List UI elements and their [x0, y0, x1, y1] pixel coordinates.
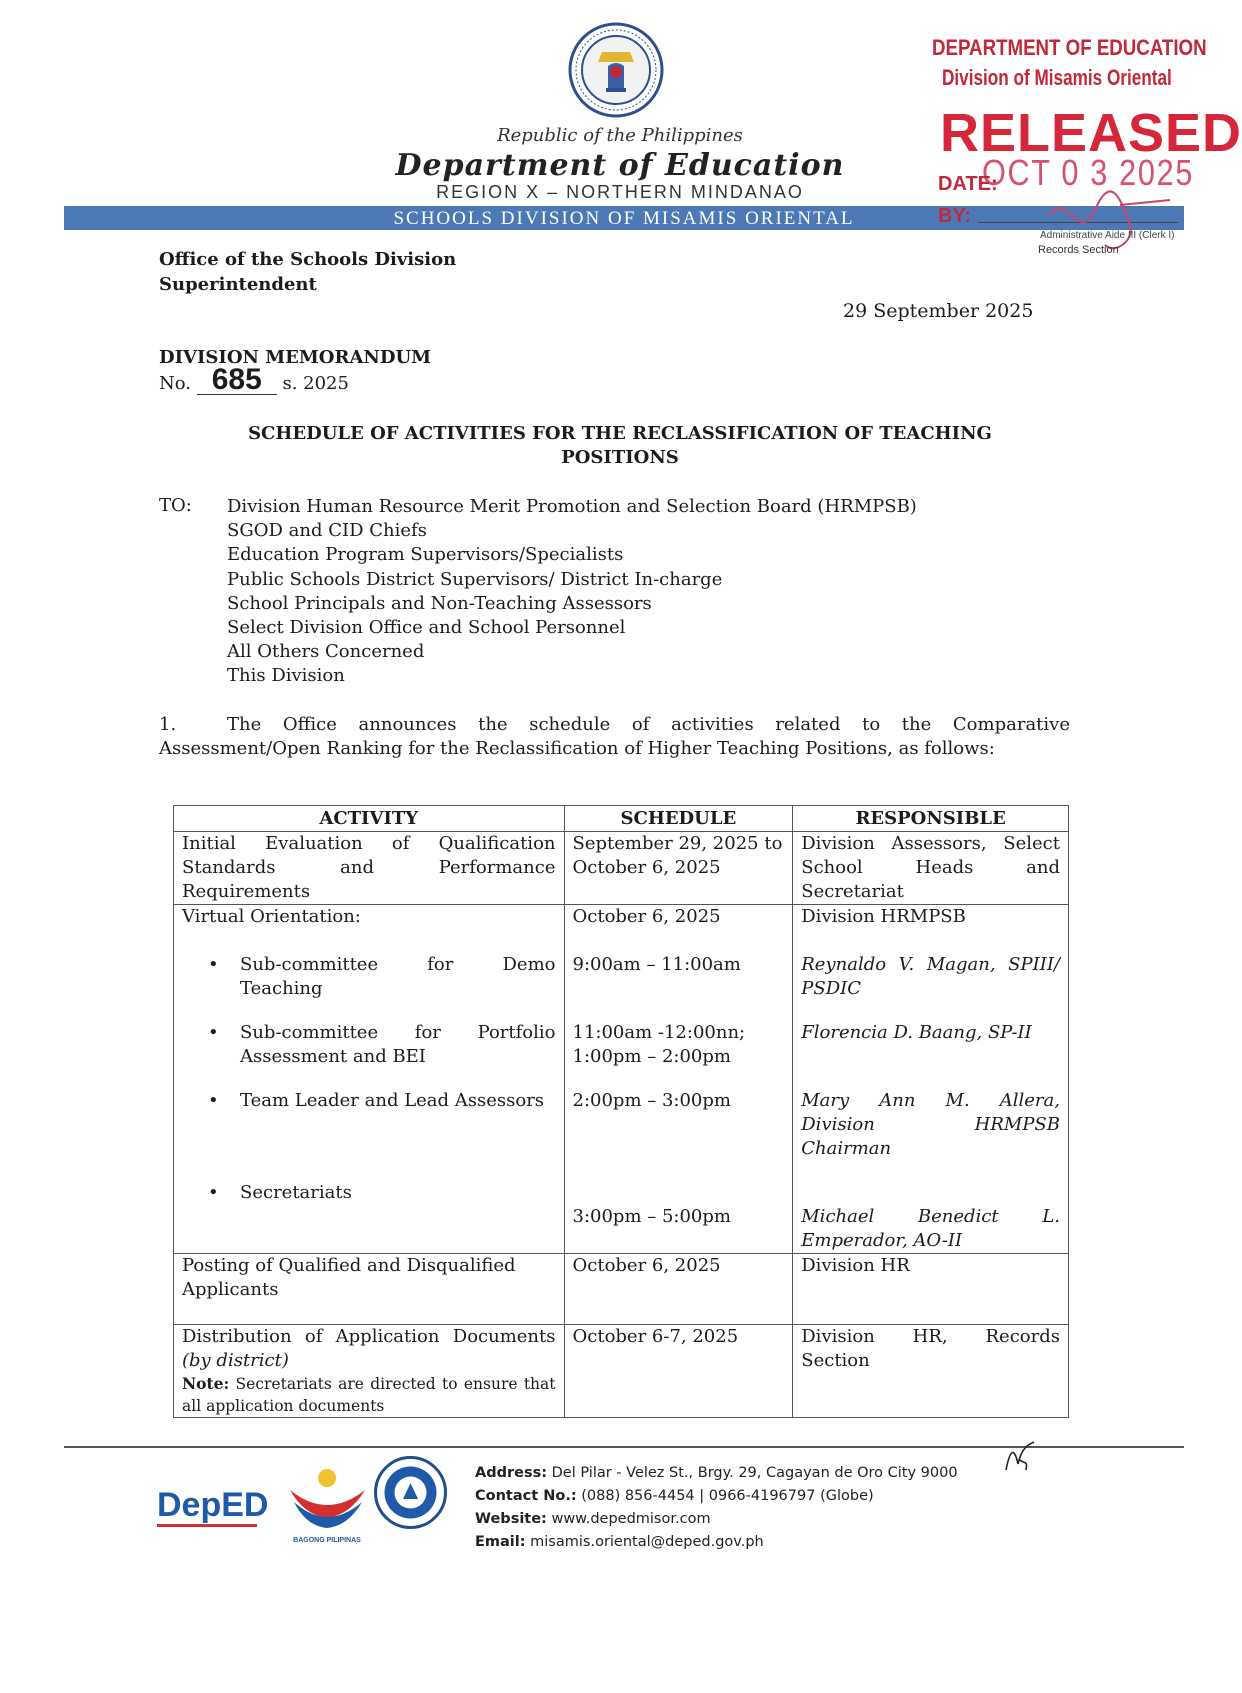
sub-activity: Sub-committee for Portfolio Assessment and BEI: [240, 1022, 556, 1067]
cell-schedule: September 29, 2025 to October 6, 2025: [564, 832, 793, 905]
website-label: Website:: [475, 1511, 547, 1527]
deped-logo-icon: [155, 1480, 269, 1535]
sub-schedule: 9:00am – 11:00am: [572, 954, 741, 975]
initials-mark-icon: [1000, 1440, 1040, 1476]
stamp-date-label: DATE:: [938, 173, 998, 195]
cell-activity: Posting of Qualified and Disqualified Applicants: [174, 1254, 565, 1325]
distribution-note: [182, 1373, 556, 1417]
address-value: Del Pilar - Velez St., Brgy. 29, Cagayan de Oro City 9000: [551, 1465, 958, 1481]
memo-date: 29 September 2025: [843, 300, 1034, 322]
sub-schedule: 2:00pm – 3:00pm: [572, 1090, 731, 1111]
stamp-by-label: BY:: [938, 205, 971, 227]
memo-title: SCHEDULE OF ACTIVITIES FOR THE RECLASSIFICATION OF TEACHING POSITIONS: [248, 423, 992, 468]
office-line2: Superintendent: [159, 274, 317, 295]
memo-no-label: No.: [159, 373, 191, 394]
table-header-row: [174, 806, 1069, 832]
memo-number-line: [159, 363, 349, 396]
paragraph-text: The Office announces the schedule of activities related to the Comparative Assessment/Open Ranking for the Reclassification of Higher Teaching Positions, as follows:: [159, 714, 1070, 759]
stamp-department: DEPARTMENT OF EDUCATION: [932, 35, 1207, 60]
office-block: [159, 247, 456, 297]
cell-schedule: October 6-7, 2025: [564, 1325, 793, 1418]
email-label: Email:: [475, 1534, 526, 1550]
department-title: Department of Education: [395, 148, 845, 183]
cell-responsible: Division HR: [793, 1254, 1069, 1325]
sub-activity: Sub-committee for Demo Teaching: [240, 954, 556, 999]
email-link[interactable]: misamis.oriental@deped.gov.ph: [530, 1534, 764, 1550]
cell-activity: [174, 905, 565, 1254]
recipient-item: SGOD and CID Chiefs: [227, 520, 427, 542]
division-seal-icon: [373, 1455, 448, 1530]
memo-heading: DIVISION MEMORANDUM: [159, 347, 432, 368]
table-row: [174, 1325, 1069, 1418]
division-bar-label: SCHOOLS DIVISION OF MISAMIS ORIENTAL: [393, 208, 855, 229]
header-activity: ACTIVITY: [174, 806, 565, 832]
contact-label: Contact No.:: [475, 1488, 577, 1504]
cell-activity: [174, 1325, 565, 1418]
republic-label: Republic of the Philippines: [497, 125, 743, 146]
recipient-item: School Principals and Non-Teaching Assessors: [227, 592, 652, 614]
stamp-signer-title: Administrative Aide III (Clerk I): [1040, 230, 1175, 241]
contact-value: (088) 856-4454 | 0966-4196797 (Globe): [581, 1488, 874, 1504]
sub-responsible: Reynaldo V. Magan, SPIII/ PSDIC: [801, 954, 1060, 999]
sub-responsible: Mary Ann M. Allera, Division HRMPSB Chairman: [801, 1090, 1060, 1159]
recipient-item: All Others Concerned: [227, 641, 425, 663]
cell-responsible: Division HR, Records Section: [793, 1325, 1069, 1418]
cell-schedule: [564, 905, 793, 1254]
note-text: Secretariats are directed to ensure that all application documents: [182, 1375, 556, 1415]
recipient-item: This Division: [227, 665, 345, 687]
table-row: [174, 1254, 1069, 1325]
office-line1: Office of the Schools Division: [159, 249, 457, 270]
table-row: [174, 832, 1069, 905]
stamp-status: RELEASED: [940, 103, 1242, 163]
sub-schedule: 3:00pm – 5:00pm: [572, 1206, 731, 1227]
recipient-item: Select Division Office and School Personnel: [227, 617, 626, 639]
deped-seal-icon: [568, 22, 664, 118]
recipient-item: Division Human Resource Merit Promotion and Selection Board (HRMPSB): [227, 496, 917, 517]
sub-responsible: Michael Benedict L. Emperador, AO-II: [801, 1206, 1060, 1251]
sub-responsible: Florencia D. Baang, SP-II: [801, 1022, 1032, 1043]
recipient-item: Public Schools District Supervisors/ District In-charge: [227, 568, 723, 590]
header-responsible: RESPONSIBLE: [793, 806, 1069, 832]
distribution-label: Distribution of Application Documents: [182, 1326, 556, 1347]
memo-number: 685: [197, 366, 277, 395]
table-row: [174, 905, 1069, 1254]
sub-activity: Team Leader and Lead Assessors: [240, 1090, 545, 1111]
stamp-division: Division of Misamis Oriental: [942, 65, 1172, 90]
note-label: Note:: [182, 1374, 230, 1393]
bagong-pilipinas-text: BAGONG PILIPINAS: [293, 1537, 361, 1544]
region-label: REGION X – NORTHERN MINDANAO: [436, 182, 804, 202]
distribution-italic: (by district): [182, 1350, 289, 1371]
recipient-item: Education Program Supervisors/Specialists: [227, 544, 624, 566]
orientation-responsible: Division HRMPSB: [801, 906, 966, 927]
list-item: • Sub-committee for Demo Teaching: [208, 954, 556, 999]
orientation-date: October 6, 2025: [572, 906, 721, 927]
footer-contact: [475, 1462, 958, 1554]
sub-schedule: 11:00am -12:00nn; 1:00pm – 2:00pm: [572, 1022, 746, 1067]
cell-responsible: Division Assessors, Select School Heads and Secretariat: [793, 832, 1069, 905]
memo-series: s. 2025: [282, 373, 349, 394]
released-stamp: [920, 30, 1242, 275]
cell-responsible: [793, 905, 1069, 1254]
sub-activity: Secretariats: [240, 1182, 352, 1203]
recipient-list: [227, 495, 917, 689]
paragraph-number: 1.: [159, 714, 177, 735]
stamp-section: Records Section: [1038, 244, 1119, 256]
list-item: • Sub-committee for Portfolio Assessment and BEI: [208, 1022, 556, 1067]
schedule-table: [173, 805, 1069, 1418]
website-link[interactable]: www.depedmisor.com: [551, 1511, 711, 1527]
stamp-date-value: OCT 0 3 2025: [982, 152, 1195, 193]
paragraph-1: [159, 713, 1070, 761]
list-item: • Team Leader and Lead Assessors: [182, 1089, 556, 1113]
to-label: TO:: [159, 495, 192, 516]
virtual-orientation-label: Virtual Orientation:: [182, 906, 361, 927]
list-item: • Secretariats: [182, 1181, 556, 1205]
cell-schedule: October 6, 2025: [564, 1254, 793, 1325]
header-schedule: SCHEDULE: [564, 806, 793, 832]
address-label: Address:: [475, 1465, 548, 1481]
deped-logo-text: DepED: [157, 1486, 269, 1524]
bagong-pilipinas-logo-icon: [280, 1460, 375, 1545]
cell-activity: Initial Evaluation of Qualification Standards and Performance Requirements: [174, 832, 565, 905]
